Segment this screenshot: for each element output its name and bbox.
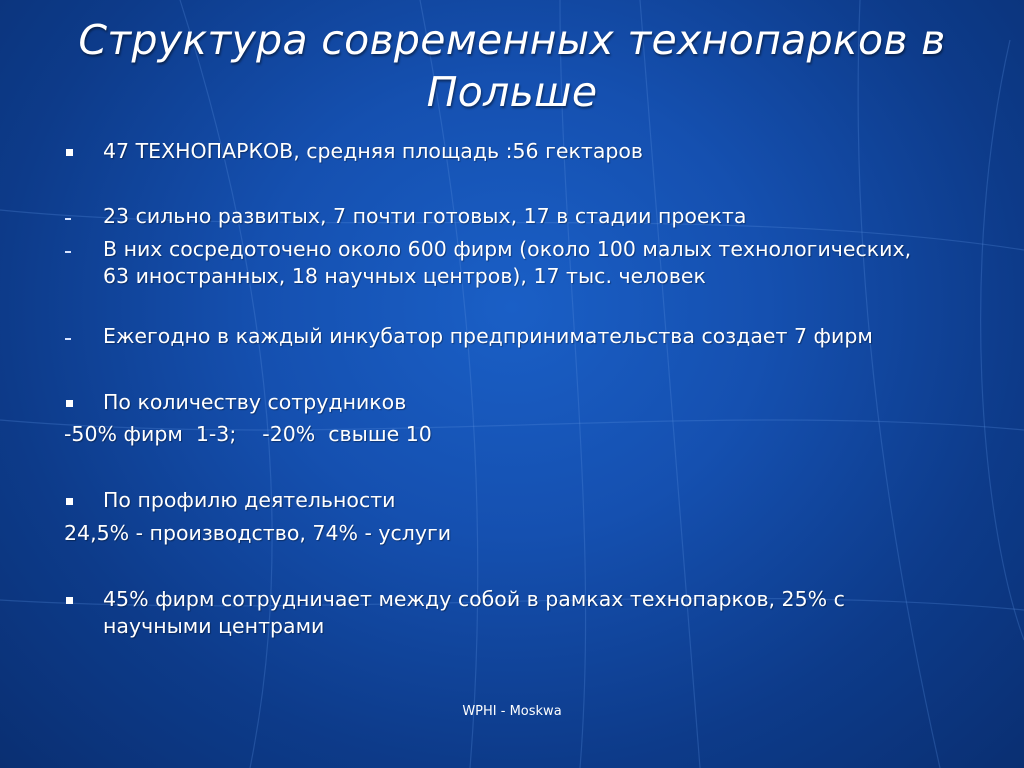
dash-bullet-icon <box>65 218 71 220</box>
bullet-list: 47 ТЕХНОПАРКОВ, средняя площадь :56 гектаров 23 сильно развитых, 7 почти готовых, 17 в стадии проекта В них сосредоточено около 600 фирм (около 100 малых технологических, 63 иностранных, 18 научных центров), 17 тыс. человек Ежегодно в каждый инкубатор предпринимательства создает 7 фирм По количеству сотрудников -50% фирм 1-3; -20% свыше 10 По профилю деятельности 24,5% - производство, 74% - услуги 45% фирм сотрудничает между собой в рамках технопарков, 25% с научными центрами <box>64 139 912 638</box>
square-bullet-icon <box>66 597 73 604</box>
dash-bullet-icon <box>65 251 71 253</box>
square-bullet-icon <box>66 149 73 156</box>
dash-bullet-icon <box>65 338 71 340</box>
slide-footer: WPHI - Moskwa <box>462 704 562 719</box>
square-bullet-icon <box>66 400 73 407</box>
slide-title: Структура современных технопарков в Польше <box>78 16 946 116</box>
square-bullet-icon <box>66 498 73 505</box>
